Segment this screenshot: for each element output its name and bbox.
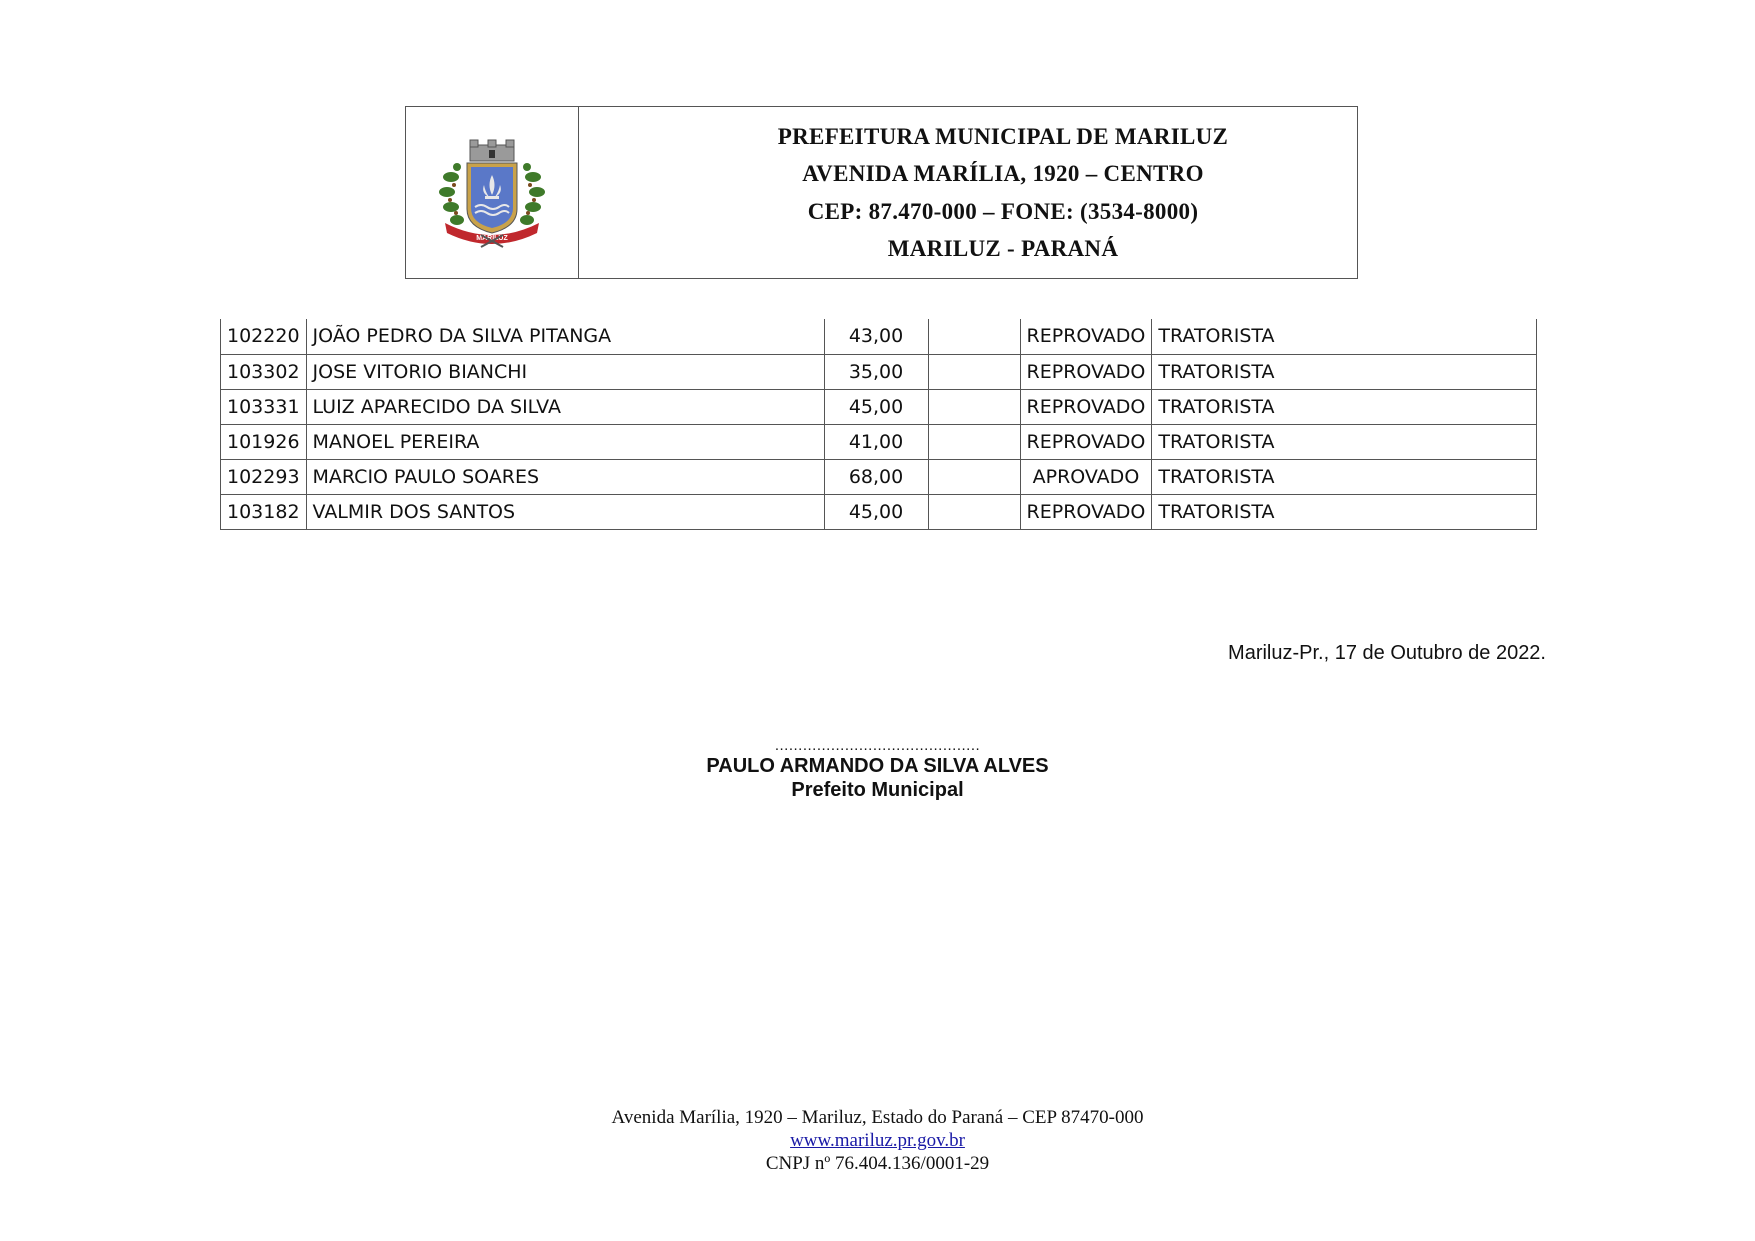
table-row (221, 354, 1537, 389)
candidate-score-cell: 41,00 (824, 424, 928, 459)
logo-cell (406, 107, 579, 278)
footer-cnpj: CNPJ nº 76.404.136/0001-29 (765, 1153, 990, 1174)
table-row (221, 319, 1537, 354)
table-row (221, 494, 1537, 529)
footer-address: Avenida Marília, 1920 – Mariluz, Estado do Paraná – CEP 87470-000 (611, 1107, 1144, 1128)
candidate-score-cell: 35,00 (824, 354, 928, 389)
candidate-role-cell: TRATORISTA (1152, 494, 1537, 529)
crest-ribbon-text: MARILUZ (476, 234, 508, 242)
municipality-name: PREFEITURA MUNICIPAL DE MARILUZ (777, 124, 1229, 150)
municipal-crest-icon (437, 137, 547, 249)
candidate-role-cell: TRATORISTA (1152, 319, 1537, 354)
candidate-score-cell: 45,00 (824, 389, 928, 424)
candidate-name-cell: VALMIR DOS SANTOS (306, 494, 824, 529)
signatory-name: PAULO ARMANDO DA SILVA ALVES (706, 755, 1049, 777)
letterhead-text (579, 107, 1357, 278)
candidate-name-cell: MARCIO PAULO SOARES (306, 459, 824, 494)
blank-cell (928, 319, 1020, 354)
candidate-role-cell: TRATORISTA (1152, 389, 1537, 424)
candidate-id-cell: 103331 (221, 389, 307, 424)
table-row (221, 424, 1537, 459)
candidate-score-cell: 68,00 (824, 459, 928, 494)
candidate-name-cell: MANOEL PEREIRA (306, 424, 824, 459)
candidate-name-cell: JOÃO PEDRO DA SILVA PITANGA (306, 319, 824, 354)
blank-cell (928, 459, 1020, 494)
candidate-name-cell: LUIZ APARECIDO DA SILVA (306, 389, 824, 424)
candidate-status-cell: REPROVADO (1020, 354, 1152, 389)
letterhead (405, 106, 1358, 279)
candidate-status-cell: REPROVADO (1020, 424, 1152, 459)
candidate-name-cell: JOSE VITORIO BIANCHI (306, 354, 824, 389)
municipality-contact: CEP: 87.470-000 – FONE: (3534-8000) (807, 198, 1199, 224)
candidate-score-cell: 43,00 (824, 319, 928, 354)
candidate-role-cell: TRATORISTA (1152, 424, 1537, 459)
signatory-title: Prefeito Municipal (791, 779, 964, 801)
table-row (221, 389, 1537, 424)
footer-website-link[interactable]: www.mariluz.pr.gov.br (790, 1130, 965, 1151)
results-table-body (221, 319, 1537, 529)
blank-cell (928, 354, 1020, 389)
blank-cell (928, 424, 1020, 459)
candidate-status-cell: REPROVADO (1020, 389, 1152, 424)
candidate-role-cell: TRATORISTA (1152, 459, 1537, 494)
signature-line: ............................................ (774, 737, 981, 754)
candidate-id-cell: 103182 (221, 494, 307, 529)
municipality-address: AVENIDA MARÍLIA, 1920 – CENTRO (802, 161, 1204, 187)
municipality-city-state: MARILUZ - PARANÁ (887, 235, 1119, 261)
results-table (220, 319, 1537, 530)
table-row (221, 459, 1537, 494)
candidate-id-cell: 102293 (221, 459, 307, 494)
candidate-id-cell: 103302 (221, 354, 307, 389)
candidate-id-cell: 102220 (221, 319, 307, 354)
document-date: Mariluz-Pr., 17 de Outubro de 2022. (1228, 642, 1546, 664)
candidate-score-cell: 45,00 (824, 494, 928, 529)
blank-cell (928, 389, 1020, 424)
candidate-status-cell: APROVADO (1020, 459, 1152, 494)
candidate-role-cell: TRATORISTA (1152, 354, 1537, 389)
page-footer (0, 1106, 1755, 1175)
candidate-status-cell: REPROVADO (1020, 494, 1152, 529)
signature-block (0, 738, 1755, 802)
blank-cell (928, 494, 1020, 529)
candidate-id-cell: 101926 (221, 424, 307, 459)
candidate-status-cell: REPROVADO (1020, 319, 1152, 354)
